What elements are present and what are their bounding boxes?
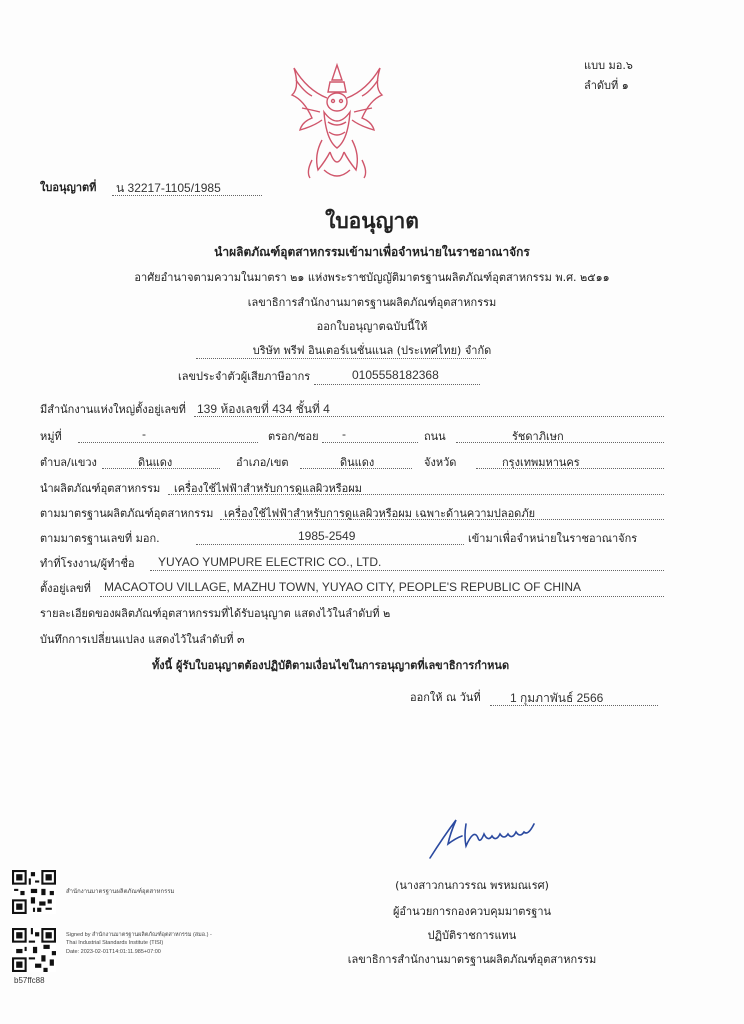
tax-id: 0105558182368 [352,368,439,382]
office-value: 139 ห้องเลขที่ 434 ชั้นที่ 4 [197,402,330,416]
issued-label: ออกให้ ณ วันที่ [410,691,481,704]
license-underline [112,195,262,196]
province-value: กรุงเทพมหานคร [502,456,580,469]
garuda-emblem [282,60,392,185]
tax-underline [314,384,480,385]
signatory-name: (นางสาวกนกวรรณ พรหมณเรศ) [395,879,549,892]
location-underline [100,596,664,597]
company-underline [196,358,486,359]
details-line: รายละเอียดของผลิตภัณฑ์อุตสาหกรรมที่ได้รับอนุญาต แสดงไว้ในลำดับที่ ๒ [40,607,391,620]
signatory-title-2: ปฏิบัติราชการแทน [427,929,517,942]
changes-line: บันทึกการเปลี่ยนแปลง แสดงไว้ในลำดับที่ ๓ [40,633,245,646]
product-label: นำผลิตภัณฑ์อุตสาหกรรม [40,482,161,495]
secretary-line: เลขาธิการสำนักงานมาตรฐานผลิตภัณฑ์อุตสาหกรรม [247,296,497,309]
authority-line: อาศัยอำนาจตามความในมาตรา ๒๑ แห่งพระราชบัญญัติมาตรฐานผลิตภัณฑ์อุตสาหกรรม พ.ศ. ๒๕๑๑ [134,271,610,284]
std-number-value: 1985-2549 [298,529,356,543]
license-number: น 32217-1105/1985 [116,181,221,195]
location-value: MACAOTOU VILLAGE, MAZHU TOWN, YUYAO CITY, PEOPLE'S REPUBLIC OF CHINA [104,580,582,594]
standard-underline [220,519,664,520]
soi-underline [322,442,418,443]
moo-underline [78,442,258,443]
footer-signed-by: Signed by สำนักงานมาตรฐานผลิตภัณฑ์อุตสาหกรรม (สมอ.) - [66,932,212,938]
issue-line: ออกใบอนุญาตฉบับนี้ให้ [316,320,428,333]
soi-value: - [342,427,346,441]
moo-label: หมู่ที่ [40,430,62,443]
factory-underline [150,570,664,571]
qr-code-icon [12,928,56,972]
soi-label: ตรอก/ซอย [268,430,319,443]
location-label: ตั้งอยู่เลขที่ [40,582,91,595]
standard-value: เครื่องใช้ไฟฟ้าสำหรับการดูแลผิวหรือผม เฉพาะด้านความปลอดภัย [224,507,536,520]
issued-underline [490,705,658,706]
province-label: จังหวัด [424,456,457,469]
verification-code: b57ffc88 [14,976,45,985]
condition-line: ทั้งนี้ ผู้รับใบอนุญาตต้องปฏิบัติตามเงื่อนไขในการอนุญาตที่เลขาธิการกำหนด [152,659,510,672]
district-label: อำเภอ/เขต [236,456,289,469]
license-label: ใบอนุญาตที่ [40,181,97,194]
footer-date: Date: 2023-02-01T14:01:11.985+07:00 [66,949,161,955]
moo-value: - [142,427,146,441]
form-number: แบบ มอ.๖ [584,59,633,72]
qr-code-icon [12,870,56,914]
issued-date: 1 กุมภาพันธ์ 2566 [510,691,604,705]
document-subtitle: นำผลิตภัณฑ์อุตสาหกรรมเข้ามาเพื่อจำหน่ายในราชอาณาจักร [214,245,530,259]
district-value: ดินแดง [340,456,375,469]
document-title: ใบอนุญาต [325,209,419,233]
footer-agency: สำนักงานมาตรฐานผลิตภัณฑ์อุตสาหกรรม [66,889,175,895]
sequence-number: ลำดับที่ ๑ [584,79,629,92]
footer-institute: Thai Industrial Standards Institute (TISI) [66,940,164,946]
province-underline [476,468,664,469]
office-underline [194,416,664,417]
product-underline [168,494,664,495]
std-number-label: ตามมาตรฐานเลขที่ มอก. [40,532,160,545]
subdistrict-underline [102,468,220,469]
tax-label: เลขประจำตัวผู้เสียภาษีอากร [178,370,311,383]
road-value: รัชดาภิเษก [512,430,564,443]
subdistrict-label: ตำบล/แขวง [40,456,97,469]
standard-label: ตามมาตรฐานผลิตภัณฑ์อุตสาหกรรม [40,507,214,520]
subdistrict-value: ดินแดง [138,456,173,469]
signatory-title-3: เลขาธิการสำนักงานมาตรฐานผลิตภัณฑ์อุตสาหกรรม [347,953,597,966]
factory-label: ทำที่โรงงาน/ผู้ทำชื่อ [40,557,135,570]
office-label: มีสำนักงานแห่งใหญ่ตั้งอยู่เลขที่ [40,403,186,416]
std-number-underline [196,544,464,545]
road-label: ถนน [424,430,446,443]
factory-value: YUYAO YUMPURE ELECTRIC CO., LTD. [158,555,382,569]
company-name: บริษัท พรีฟ อินเตอร์เนชั่นแนล (ประเทศไทย) จำกัด [252,344,492,357]
road-underline [456,442,664,443]
handwritten-signature [426,814,546,862]
district-underline [300,468,412,469]
signatory-title-1: ผู้อำนวยการกองควบคุมมาตรฐาน [392,905,552,918]
product-value: เครื่องใช้ไฟฟ้าสำหรับการดูแลผิวหรือผม [174,482,362,495]
std-number-suffix: เข้ามาเพื่อจำหน่ายในราชอาณาจักร [468,532,638,545]
